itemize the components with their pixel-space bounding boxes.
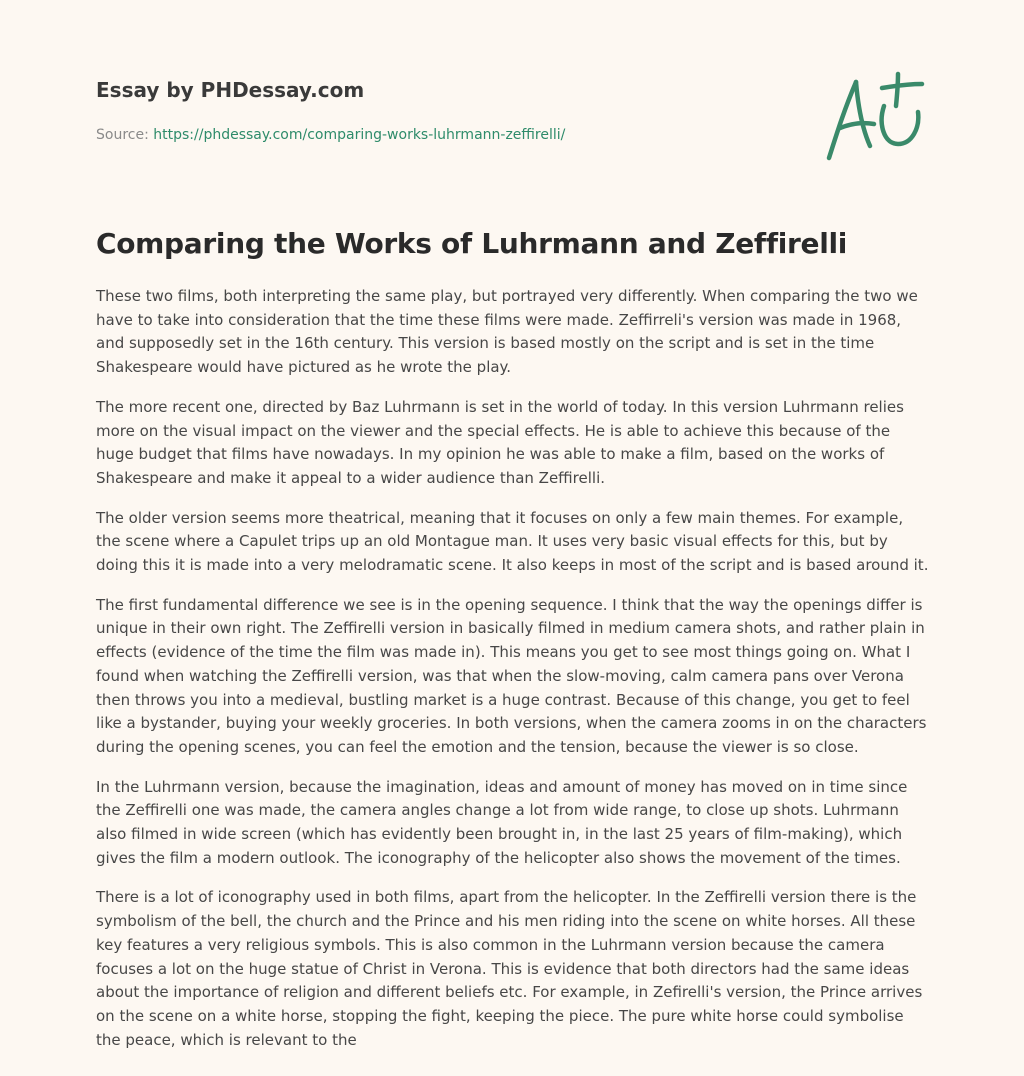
source-line <box>96 125 796 145</box>
essay-title: Comparing the Works of Luhrmann and Zeffirelli <box>96 227 848 260</box>
essay-paragraph: In the Luhrmann version, because the imagination, ideas and amount of money has moved on in time since the Zeffirelli one was made, the camera angles change a lot from wide range, to close up shots. Luhrmann also filmed in wide screen (which has evidently been brought in, in the last 25 years of film-making), which gives the film a modern outlook. The iconography of the helicopter also shows the movement of the times. <box>96 777 908 867</box>
essay-paragraph: These two films, both interpreting the same play, but portrayed very differently. When comparing the two we have to take into consideration that the time these films were made. Zeffirreli's version was made in 1968, and supposedly set in the 16th century. This version is based mostly on the script and is set in the time Shakespeare would have pictured as he wrote the play. <box>96 287 918 377</box>
essay-body <box>96 285 930 1068</box>
a-plus-grade-icon <box>822 66 932 166</box>
source-link[interactable]: https://phdessay.com/comparing-works-luhrmann-zeffirelli/ <box>153 127 566 143</box>
source-label: Source: <box>96 127 154 143</box>
essay-paragraph: The older version seems more theatrical, meaning that it focuses on only a few main themes. For example, the scene where a Capulet trips up an old Montague man. It uses very basic visual effects for this, but by doing this it is made into a very melodramatic scene. It also keeps in most of the script and is based around it. <box>96 508 929 575</box>
site-title: Essay by PHDessay.com <box>96 78 365 102</box>
essay-header <box>96 76 796 145</box>
essay-paragraph: The more recent one, directed by Baz Luhrmann is set in the world of today. In this version Luhrmann relies more on the visual impact on the viewer and the special effects. He is able to achieve this because of the huge budget that films have nowadays. In my opinion he was able to make a film, based on the works of Shakespeare and make it appeal to a wider audience than Zeffirelli. <box>96 397 904 487</box>
essay-paragraph: The first fundamental difference we see is in the opening sequence. I think that the way the openings differ is unique in their own right. The Zeffirelli version in basically filmed in medium camera shots, and rather plain in effects (evidence of the time the film was made in). This means you get to see most things going on. What I found when watching the Zeffirelli version, was that when the slow-moving, calm camera pans over Verona then throws you into a medieval, bustling market is a huge contrast. Because of this change, you get to feel like a bystander, buying your weekly groceries. In both versions, when the camera zooms in on the characters during the opening scenes, you can feel the emotion and the tension, because the viewer is so close. <box>96 595 927 756</box>
essay-paragraph: There is a lot of iconography used in both films, apart from the helicopter. In the Zeffirelli version there is the symbolism of the bell, the church and the Prince and his men riding into the scene on white horses. All these key features a very religious symbols. This is also common in the Luhrmann version because the camera focuses a lot on the huge statue of Christ in Verona. This is evidence that both directors had the same ideas about the importance of religion and different beliefs etc. For example, in Zefirelli's version, the Prince arrives on the scene on a white horse, stopping the fight, keeping the piece. The pure white horse could symbolise the peace, which is relevant to the <box>96 888 923 1049</box>
